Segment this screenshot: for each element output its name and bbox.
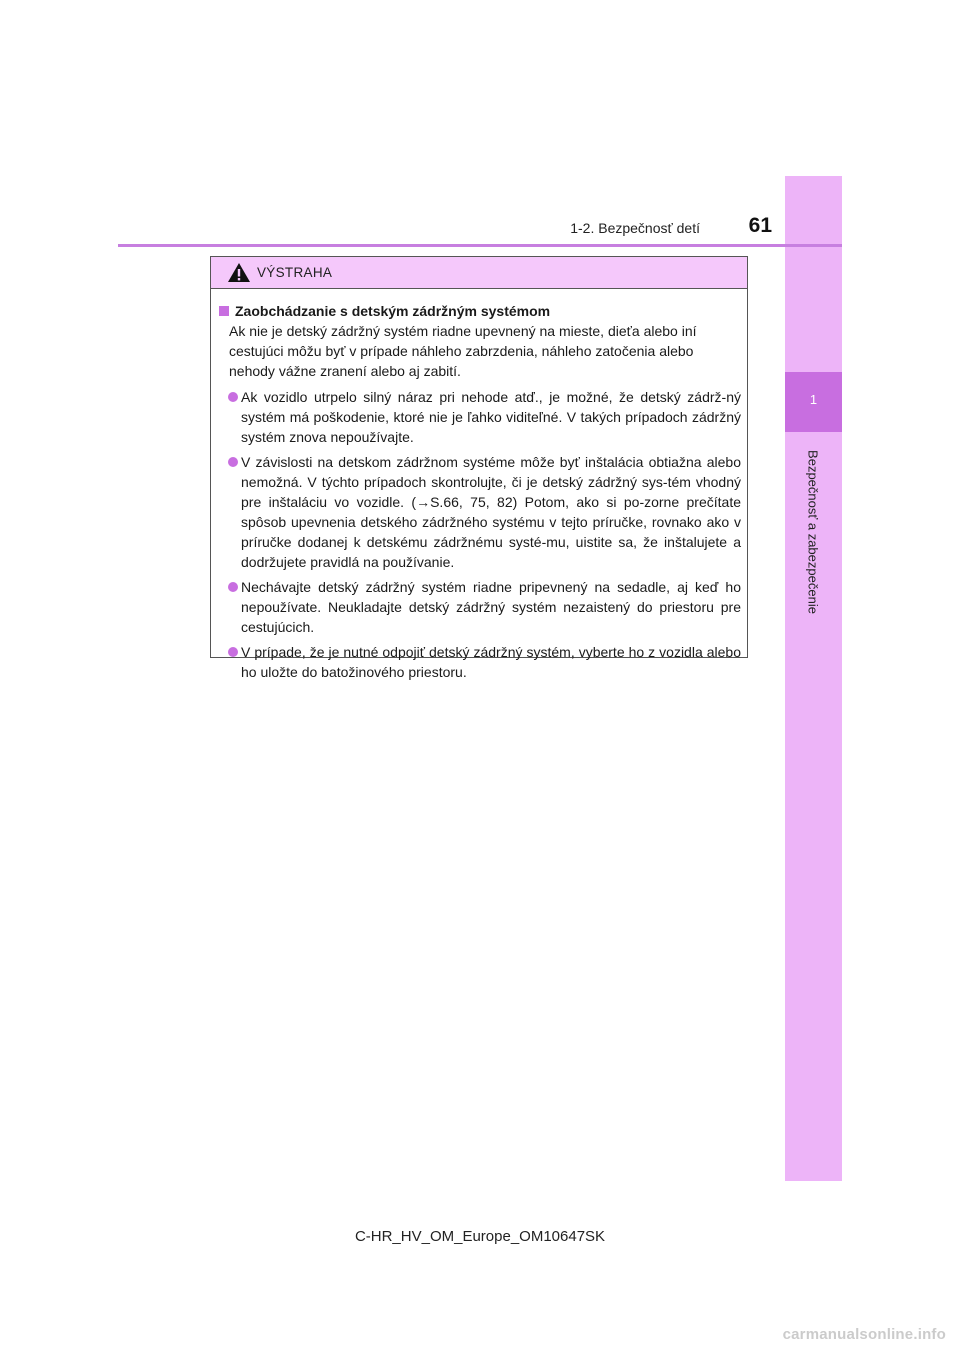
warning-bullet-text: Nechávajte detský zádržný systém riadne pripevnený na sedadle, aj keď ho nepoužívate. Neukladajte detský zádržný systém nezaistený do priestoru pre cestujúcich.	[241, 579, 741, 635]
square-bullet-icon	[219, 306, 229, 316]
warning-bullet-text: V závislosti na detskom zádržnom systéme môže byť inštalácia obtiažna alebo nemožná. V týchto prípadoch skontrolujte, či je detský zádržný sys-tém vhodný pre inštaláciu vo vozidle. (→S.66, 75, 82) Potom, ako si po-zorne prečítate spôsob upevnenia detského zádržného systému v tejto príručke, rovnako ako v príručke dodanej k detskému zádržnému systé-mu, uistite sa, že inštalujete a dodržujete pravidlá na používanie.	[241, 454, 741, 570]
chapter-title-vertical: Bezpečnosť a zabezpečenie	[805, 450, 821, 614]
warning-bullet-list	[219, 387, 741, 682]
warning-intro: Ak nie je detský zádržný systém riadne upevnený na mieste, dieťa alebo iní cestujúci môžu byť v prípade náhleho zabrzdenia, náhleho zatočenia alebo nehody vážne zranení alebo aj zabití.	[229, 323, 697, 379]
warning-bullet	[219, 452, 741, 572]
document-code: C-HR_HV_OM_Europe_OM10647SK	[354, 1228, 606, 1245]
section-title: 1-2. Bezpečnosť detí	[570, 220, 700, 236]
warning-bullet-text: V prípade, že je nutné odpojiť detský zádržný systém, vyberte ho z vozidla alebo ho uložte do batožinového priestoru.	[241, 644, 741, 680]
warning-subheading-text: Zaobchádzanie s detským zádržným systémom	[235, 303, 551, 319]
warning-bullet	[219, 577, 741, 637]
bullet-dot-icon	[228, 647, 238, 657]
warning-box	[210, 256, 748, 680]
warning-triangle-icon	[227, 262, 251, 283]
warning-bullet	[219, 387, 741, 447]
warning-header	[211, 257, 747, 289]
warning-body	[211, 289, 747, 682]
bullet-dot-icon	[228, 457, 238, 467]
chapter-number: 1	[809, 392, 818, 407]
warning-title: VÝSTRAHA	[257, 265, 333, 280]
header-rule	[118, 244, 842, 247]
page-number: 61	[748, 214, 772, 237]
watermark: carmanualsonline.info	[782, 1326, 946, 1343]
warning-subheading	[219, 301, 741, 321]
chapter-side-tab	[785, 176, 842, 1181]
bullet-dot-icon	[228, 392, 238, 402]
warning-bullet-text: Ak vozidlo utrpelo silný náraz pri nehode atď., je možné, že detský zádrž-ný systém má poškodenie, ktoré nie je ľahko viditeľné. V takých prípadoch zádržný systém znova nepoužívajte.	[241, 389, 741, 445]
warning-bullet	[219, 642, 741, 682]
bullet-dot-icon	[228, 582, 238, 592]
